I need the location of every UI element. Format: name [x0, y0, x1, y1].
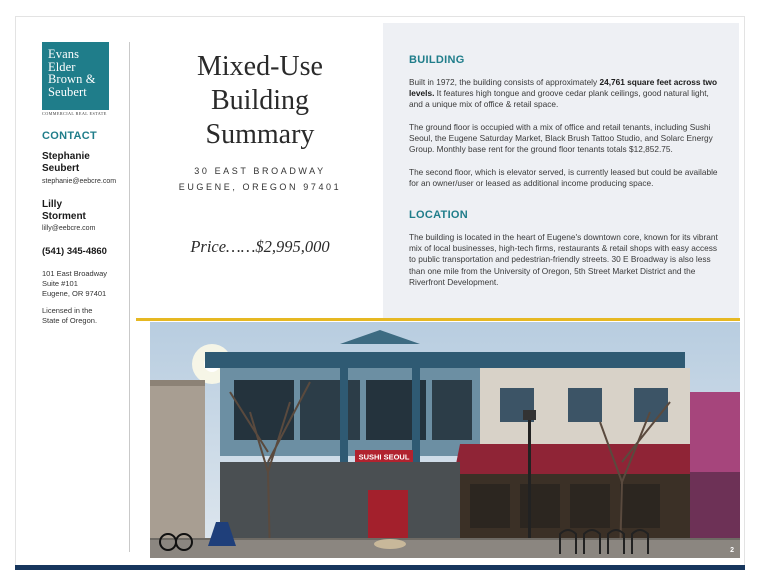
- logo-line: Brown &: [48, 72, 96, 86]
- building-text: It features high tongue and groove cedar plank ceilings, good natural light, and a unique mix of office & retail space.: [409, 88, 709, 110]
- accent-rule: [136, 318, 740, 321]
- license-line: State of Oregon.: [42, 316, 98, 325]
- contact-email-link[interactable]: lilly@eebcre.com: [42, 225, 96, 232]
- property-price: Price……$2,995,000: [190, 237, 330, 256]
- property-city: EUGENE, OREGON 97401: [178, 182, 342, 192]
- building-illustration: [150, 322, 740, 558]
- address-line: 101 East Broadway: [42, 269, 108, 278]
- contact-first-name: Lilly: [42, 199, 63, 210]
- title-line: Mixed-Use: [197, 51, 323, 82]
- building-paragraph: The ground floor is occupied with a mix of office and retail tenants, including Sushi Seoul, the Eugene Saturday Market, Black Brush Tattoo Studio, and Solarc Energy Group. Monthly base rent for the ground floor tenants totals $12,852.75.: [409, 122, 713, 155]
- contact-last-name: Storment: [42, 211, 86, 222]
- building-paragraph: [409, 77, 721, 111]
- location-heading: LOCATION: [409, 209, 469, 221]
- footer-bar: [15, 565, 745, 570]
- address-line: Eugene, OR 97401: [42, 289, 107, 298]
- contact-first-name: Stephanie: [42, 151, 90, 162]
- building-heading: BUILDING: [409, 54, 465, 66]
- building-text: Built in 1972, the building consists of approximately: [409, 77, 600, 87]
- contact-heading: CONTACT: [42, 130, 98, 142]
- contact-phone[interactable]: (541) 345-4860: [42, 246, 107, 257]
- title-line: Building: [210, 85, 309, 116]
- contact-name: [42, 199, 86, 223]
- contact-name: [42, 151, 90, 175]
- contact-last-name: Seubert: [42, 163, 80, 174]
- property-street: 30 EAST BROADWAY: [194, 166, 326, 176]
- address-line: Suite #101: [42, 279, 78, 288]
- location-paragraph: The building is located in the heart of Eugene's downtown core, known for its vibrant mix of local businesses, high-tech firms, restaurants & retail shops with easy access to public transportation and pedestrian-friendly streets. 30 E Broadway is also less than one mile from the University of Oregon, 5th Street Market District and the Riverfront Development.: [409, 232, 718, 287]
- contact-email-link[interactable]: stephanie@eebcre.com: [42, 178, 117, 185]
- title-line: Summary: [205, 119, 315, 150]
- page-number: 2: [730, 547, 734, 554]
- building-paragraph: The second floor, which is elevator served, is currently leased but could be available for an owner/user or leased as additional income producing space.: [409, 167, 718, 189]
- logo-tagline: COMMERCIAL REAL ESTATE: [42, 111, 107, 116]
- sidebar-divider: [129, 42, 130, 552]
- logo-line: Elder: [48, 59, 76, 74]
- logo-line: Seubert: [48, 84, 87, 99]
- license-note: [42, 306, 97, 326]
- building-area-highlight: 24,761 square feet across two levels.: [409, 77, 718, 99]
- logo-line: Evans: [48, 47, 80, 61]
- sushi-seoul-sign: SUSHI SEOUL: [358, 452, 410, 462]
- office-address: [42, 269, 107, 299]
- license-line: Licensed in the: [42, 306, 93, 315]
- page-title: [160, 50, 360, 152]
- building-photo: [150, 322, 740, 558]
- company-logo: [42, 42, 109, 110]
